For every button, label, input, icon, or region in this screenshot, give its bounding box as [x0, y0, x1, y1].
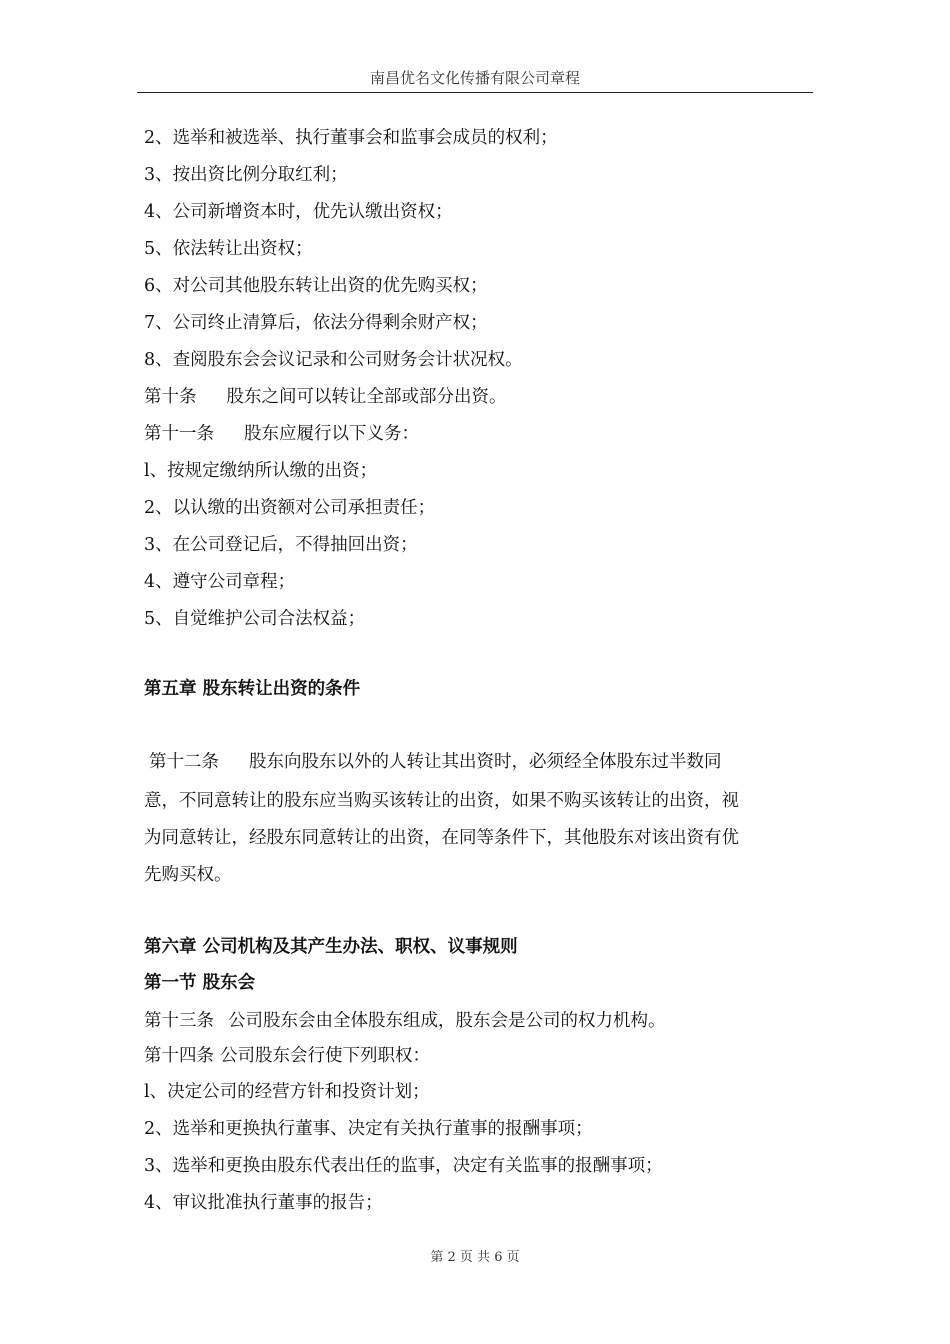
- header-title: 南昌优名文化传播有限公司章程: [369, 69, 580, 87]
- article-text: 股东应履行以下义务：: [244, 424, 419, 444]
- list-item: 8、查阅股东会会议记录和公司财务会计状况权。: [144, 350, 523, 370]
- list-item: 3、选举和更换由股东代表出任的监事，决定有关监事的报酬事项；: [144, 1156, 663, 1176]
- list-item: 4、遵守公司章程；: [144, 572, 296, 592]
- list-item: 5、依法转让出资权；: [144, 239, 313, 259]
- list-item: 7、公司终止清算后，依法分得剩余财产权；: [144, 313, 488, 333]
- list-item: 5、自觉维护公司合法权益；: [144, 609, 366, 629]
- article-text: 为同意转让，经股东同意转让的出资，在同等条件下，其他股东对该出资有优: [144, 828, 739, 848]
- chapter-heading: 第五章 股东转让出资的条件: [144, 679, 361, 699]
- article-12: [149, 750, 722, 774]
- list-item: l、决定公司的经营方针和投资计划；: [144, 1082, 430, 1102]
- article-label: 第十四条: [144, 1046, 214, 1066]
- page-number: 第 2 页 共 6 页: [430, 1250, 520, 1265]
- page-header: [137, 68, 813, 93]
- article-label: 第十三条: [144, 1011, 214, 1031]
- article-text: 公司股东会由全体股东组成，股东会是公司的权力机构。: [228, 1011, 666, 1031]
- article-text: 公司股东会行使下列职权：: [220, 1046, 430, 1066]
- page-footer: [0, 1246, 950, 1265]
- list-item: 3、按出资比例分取红利；: [144, 165, 348, 185]
- list-item: 2、选举和被选举、执行董事会和监事会成员的权利；: [144, 128, 558, 148]
- article-text: 股东向股东以外的人转让其出资时，必须经全体股东过半数同: [249, 752, 722, 772]
- article-label: 第十二条: [149, 752, 219, 772]
- section-heading: 第一节 股东会: [144, 973, 256, 993]
- article-text: 股东之间可以转让全部或部分出资。: [226, 387, 507, 407]
- list-item: 4、公司新增资本时，优先认缴出资权；: [144, 202, 453, 222]
- list-item: 2、选举和更换执行董事、决定有关执行董事的报酬事项；: [144, 1119, 593, 1139]
- article-13: [144, 1009, 666, 1033]
- article-label: 第十一条: [144, 424, 214, 444]
- article-11: [144, 422, 419, 446]
- article-10: [144, 385, 507, 409]
- article-14: [144, 1044, 430, 1068]
- list-item: 3、在公司登记后，不得抽回出资；: [144, 535, 418, 555]
- list-item: l、按规定缴纳所认缴的出资；: [144, 461, 378, 481]
- chapter-heading: 第六章 公司机构及其产生办法、职权、议事规则: [144, 937, 518, 957]
- article-text: 先购买权。: [144, 865, 232, 885]
- list-item: 6、对公司其他股东转让出资的优先购买权；: [144, 276, 488, 296]
- article-label: 第十条: [144, 387, 197, 407]
- article-text: 意，不同意转让的股东应当购买该转让的出资，如果不购买该转让的出资，视: [144, 791, 739, 811]
- list-item: 4、审议批准执行董事的报告；: [144, 1193, 383, 1213]
- list-item: 2、以认缴的出资额对公司承担责任；: [144, 498, 436, 518]
